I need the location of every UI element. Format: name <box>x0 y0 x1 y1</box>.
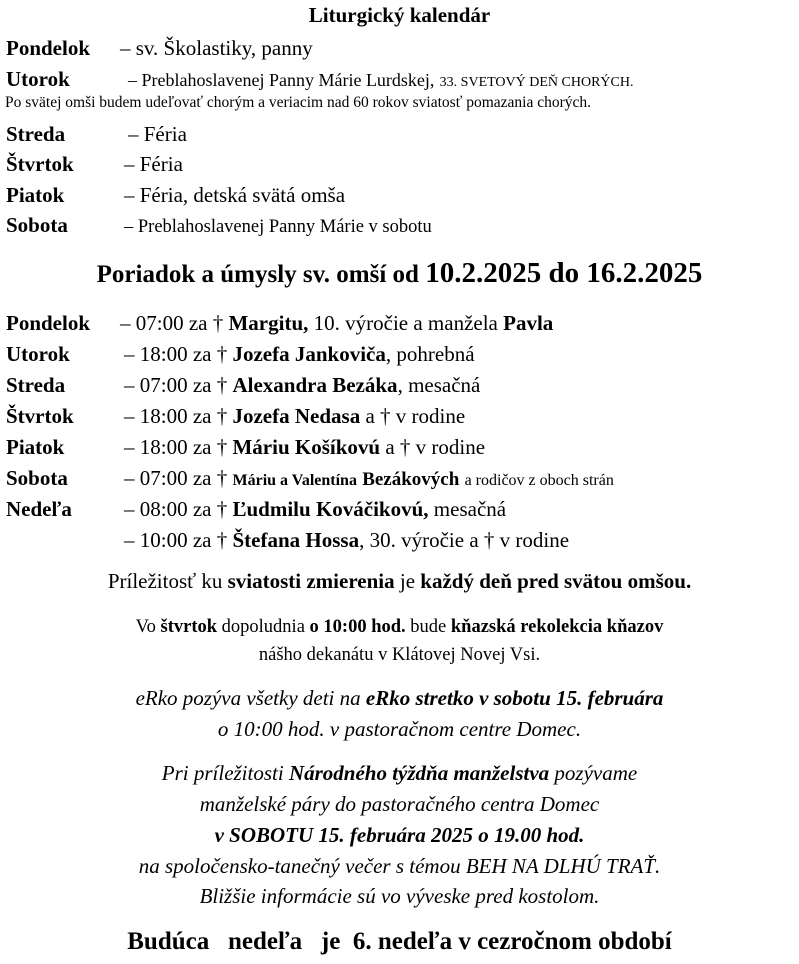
mass-time: – 07:00 za † <box>124 373 228 397</box>
recollection-text-3: bude <box>410 617 447 637</box>
mass-intention-name: Máriu Košíkovú <box>232 435 381 459</box>
calendar-text: – sv. Školastiky, panny <box>120 36 313 60</box>
calendar-row-friday <box>6 183 345 208</box>
mass-intention-name: Margitu, <box>228 311 309 335</box>
marriage-week-line5: Bližšie informácie sú vo vývеske pred kostolom. <box>199 884 600 908</box>
recollection-text-2: dopoludnia <box>221 617 305 637</box>
recollection-notice <box>0 617 799 638</box>
mass-time: – 08:00 za † <box>124 497 228 521</box>
anointing-note: Po svätej omši budem udeľovať chorým a veriacim nad 60 rokov sviatosť pomazania chorých. <box>5 94 592 111</box>
mass-intention-name: Alexandra Bezáka <box>232 373 398 397</box>
mass-intention-detail: , mesačná <box>397 373 481 397</box>
mass-intention-detail: a † v rodine <box>385 435 486 459</box>
confession-bold-schedule: každý deň pred svätou omšou <box>420 569 686 593</box>
calendar-text: – Féria <box>128 122 187 146</box>
calendar-text: – Féria, detská svätá omša <box>124 183 346 207</box>
mass-day: Nedeľa <box>6 497 72 521</box>
erko-bold-event: eRko stretko v sobotu 15. februára <box>365 686 664 710</box>
erko-notice <box>0 686 799 711</box>
mass-row-saturday <box>6 466 614 491</box>
mass-day: Štvrtok <box>6 404 74 428</box>
mass-time: – 07:00 za † <box>120 311 224 335</box>
mass-intention-name: Máriu a Valentína <box>232 472 357 489</box>
confession-period: . <box>685 569 692 593</box>
mass-intention-name: Štefana Hossa <box>232 528 360 552</box>
mass-day: Piatok <box>6 435 65 459</box>
confession-text: Príležitosť ku <box>107 569 223 593</box>
mass-intention-detail: mesačná <box>433 497 507 521</box>
mass-row-sunday-1 <box>6 497 506 522</box>
mass-intention-name: Jozefa Nedasa <box>232 404 361 428</box>
recollection-bold-day: štvrtok <box>160 617 218 637</box>
mass-day: Utorok <box>6 342 70 366</box>
mass-day: Pondelok <box>6 311 91 335</box>
mass-intention-detail: a † v rodine <box>365 404 466 428</box>
confession-text-2: je <box>399 569 416 593</box>
mass-intention-name-2: Pavla <box>503 311 554 335</box>
calendar-extra: 33. SVETOVÝ DEŇ CHORÝCH. <box>439 75 634 90</box>
calendar-day: Sobota <box>6 213 68 237</box>
marriage-week-date: v SOBOTU 15. februára 2025 o 19.00 hod. <box>214 823 585 847</box>
marriage-bold-event: Národného týždňa manželstva <box>288 761 550 785</box>
mass-row-wednesday <box>6 373 480 398</box>
mass-schedule-heading <box>0 257 799 290</box>
marriage-week-line2: manželské páry do pastoračného centra Domec <box>199 792 600 816</box>
marriage-week-notice <box>0 761 799 786</box>
confession-notice <box>0 569 799 594</box>
calendar-row-saturday <box>6 213 432 238</box>
calendar-row-tuesday <box>6 67 633 92</box>
mass-time: – 07:00 za † <box>124 466 228 490</box>
mass-row-sunday-2 <box>6 528 569 553</box>
mass-intention-name: Jozefa Jankoviča <box>232 342 386 366</box>
mass-day: Streda <box>6 373 66 397</box>
mass-intention-detail: a rodičov z oboch strán <box>464 472 614 489</box>
mass-row-monday <box>6 311 553 336</box>
calendar-day: Streda <box>6 122 66 146</box>
recollection-bold-event: kňazská rekolekcia kňazov <box>450 617 664 637</box>
calendar-row-thursday <box>6 152 183 177</box>
recollection-bold-time: o 10:00 hod. <box>309 617 406 637</box>
confession-bold-sacrament: sviatosti zmierenia <box>227 569 395 593</box>
mass-intention-detail: , 30. výročie a † v rodine <box>359 528 570 552</box>
calendar-row-wednesday <box>6 122 187 147</box>
calendar-text: – Preblahoslavenej Panny Márie Lurdskej, <box>128 70 435 90</box>
calendar-day: Piatok <box>6 183 65 207</box>
calendar-day: Štvrtok <box>6 152 74 176</box>
calendar-day: Pondelok <box>6 36 91 60</box>
mass-date-range: 10.2.2025 do 16.2.2025 <box>425 257 703 289</box>
mass-intention-name: Ľudmilu Kováčikovú, <box>232 497 429 521</box>
mass-row-friday <box>6 435 485 460</box>
mass-intention-detail: 10. výročie a manžela <box>313 311 498 335</box>
liturgical-calendar-title: Liturgický kalendár <box>308 3 491 27</box>
erko-notice-line2: o 10:00 hod. v pastoračnom centre Domec. <box>217 717 582 741</box>
marriage-week-line4: na spoločensko-tanečný večer s témou BEH NA DLHÚ TRAŤ. <box>138 854 661 878</box>
mass-row-thursday <box>6 404 465 429</box>
mass-day: Sobota <box>6 466 68 490</box>
mass-time: – 10:00 za † <box>124 528 228 552</box>
recollection-notice-line2: nášho dekanátu v Klátovej Novej Vsi. <box>258 645 541 665</box>
calendar-row-monday <box>6 36 313 61</box>
recollection-text: Vo <box>135 617 156 637</box>
calendar-text: – Preblahoslavenej Panny Márie v sobotu <box>124 217 432 237</box>
marriage-text-2: pozývame <box>554 761 638 785</box>
mass-heading-text: Poriadok a úmysly sv. omší od <box>96 261 419 288</box>
calendar-text: – Féria <box>124 152 183 176</box>
next-sunday-footer: Budúca nedeľa je 6. nedeľa v cezročnom období <box>127 928 672 955</box>
calendar-day: Utorok <box>6 67 70 91</box>
mass-intention-detail: , pohrebná <box>385 342 475 366</box>
erko-text: eRko pozýva všetky deti na <box>135 686 361 710</box>
mass-time: – 18:00 za † <box>124 404 228 428</box>
mass-time: – 18:00 za † <box>124 342 228 366</box>
marriage-text: Pri príležitosti <box>161 761 284 785</box>
mass-row-tuesday <box>6 342 475 367</box>
mass-time: – 18:00 za † <box>124 435 228 459</box>
mass-intention-name-2: Bezákových <box>362 469 460 490</box>
